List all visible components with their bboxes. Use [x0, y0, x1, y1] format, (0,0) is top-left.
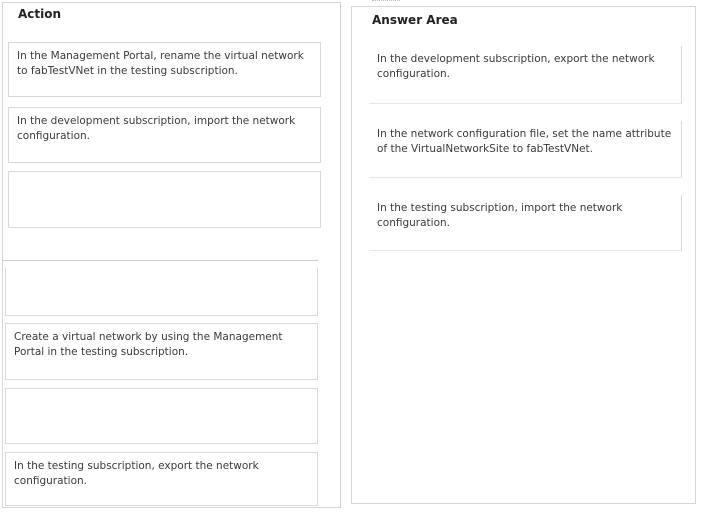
action-divider	[2, 260, 318, 261]
answer-item-export-dev[interactable]: In the development subscription, export the network configuration.	[369, 46, 682, 104]
action-item-empty-slot-1[interactable]	[8, 171, 321, 228]
action-item-create-vnet[interactable]: Create a virtual network by using the Management Portal in the testing subscription.	[5, 323, 318, 380]
answer-area-title: Answer Area	[372, 13, 458, 27]
action-item-import-dev[interactable]: In the development subscription, import the network configuration.	[8, 107, 321, 163]
action-item-rename-vnet[interactable]: In the Management Portal, rename the virtual network to fabTestVNet in the testing subscription.	[8, 42, 321, 97]
action-item-empty-slot-2[interactable]	[5, 268, 318, 316]
answer-item-import-testing[interactable]: In the testing subscription, import the network configuration.	[369, 195, 682, 251]
action-item-empty-slot-3[interactable]	[5, 388, 318, 444]
top-dots-decoration	[372, 0, 400, 3]
action-title: Action	[18, 7, 62, 21]
action-item-export-testing[interactable]: In the testing subscription, export the network configuration.	[5, 452, 318, 506]
answer-item-set-name[interactable]: In the network configuration file, set the name attribute of the VirtualNetworkSite to fabTestVNet.	[369, 121, 682, 178]
